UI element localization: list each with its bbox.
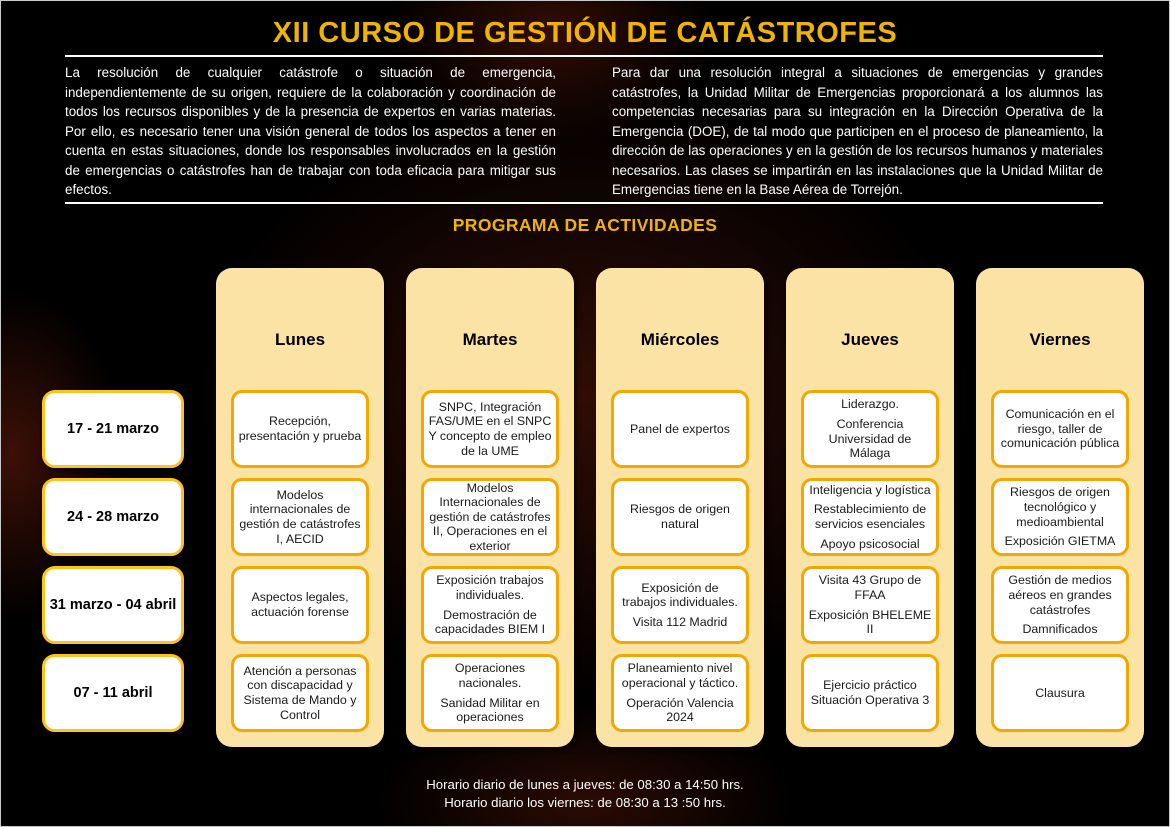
day-column-viernes: [976, 268, 1144, 747]
week-box-2: 24 - 28 marzo: [42, 478, 184, 556]
hours-line-1: Horario diario de lunes a jueves: de 08:30 a 14:50 hrs.: [426, 777, 744, 792]
day-header-lunes: Lunes: [274, 330, 326, 349]
program-heading: PROGRAMA DE ACTIVIDADES: [452, 215, 718, 235]
day-header-martes: Martes: [462, 330, 518, 349]
schedule-cell-lunes-week2: [231, 478, 369, 556]
schedule-cell-jueves-week2: [801, 478, 939, 556]
intro-left-paragraph: La resolución de cualquier catástrofe o situación de emergencia, independientemente de su origen, requiere de la colaboración y coordinación de todos los recursos disponibles y de la presencia de expertos en varias materias. Por ello, es necesario tener una visión general de todos los aspectos a tener en cuenta en estas situaciones, donde los responsables involucrados en la gestión de emergencias o catástrofes han de trabajar con toda eficacia para mitigar sus efectos.: [65, 65, 556, 197]
schedule-cell-viernes-week2: [991, 478, 1129, 556]
day-column-martes: [406, 268, 574, 747]
schedule-cell-miercoles-week4: [611, 654, 749, 732]
schedule-cell-lunes-week1: [231, 390, 369, 468]
day-header-viernes: Viernes: [1029, 330, 1091, 349]
intro-right-paragraph: Para dar una resolución integral a situaciones de emergencias y grandes catástrofes, la Unidad Militar de Emergencias proporcionará a los alumnos las competencias necesarias para su integración en la Dirección Operativa de la Emergencia (DOE), de tal modo que participen en el proceso de planeamiento, la dirección de las operaciones y en la gestión de los recursos humanos y materiales necesarios. Las clases se impartirán en las instalaciones que la Unidad Militar de Emergencias tiene en la Base Aérea de Torrejón.: [612, 65, 1103, 197]
schedule-cell-martes-week3: [421, 566, 559, 644]
cell-text: Operación Valencia 2024: [626, 695, 734, 725]
intro-section: [65, 63, 1103, 200]
cell-text: Exposición trabajos individuales.: [436, 573, 544, 602]
cell-text: Demostración de capacidades BIEM I: [434, 607, 546, 637]
cell-text: Exposición GIETMA: [1004, 534, 1116, 549]
cell-text: Apoyo psicosocial: [820, 536, 920, 551]
week-box-1: 17 - 21 marzo: [42, 390, 184, 468]
schedule-cell-martes-week4: [421, 654, 559, 732]
cell-text: Aspectos legales, actuación forense: [251, 590, 349, 619]
cell-text: Recepción, presentación y prueba: [238, 414, 362, 443]
cell-text: Visita 112 Madrid: [632, 614, 728, 629]
cell-text: Sanidad Militar en operaciones: [440, 695, 540, 725]
schedule-cell-martes-week2: [421, 478, 559, 556]
schedule-cell-miercoles-week3: [611, 566, 749, 644]
schedule-cell-viernes-week1: [991, 390, 1129, 468]
schedule-cell-lunes-week3: [231, 566, 369, 644]
cell-text: Gestión de medios aéreos en grandes catástrofes: [1008, 573, 1112, 617]
schedule-cell-lunes-week4: [231, 654, 369, 732]
cell-text: Restablecimiento de servicios esenciales: [813, 502, 927, 531]
cell-text: Riesgos de origen tecnológico y medioambiental: [1010, 485, 1110, 529]
cell-text: Exposición de trabajos individuales.: [622, 580, 738, 610]
day-column-lunes: [216, 268, 384, 747]
cell-text: Damnificados: [1022, 622, 1098, 637]
schedule-cell-miercoles-week1: [611, 390, 749, 468]
schedule-cell-jueves-week3: [801, 566, 939, 644]
cell-text: Modelos Internacionales de gestión de catástrofes II, Operaciones en el exterior: [429, 480, 551, 553]
cell-text: Visita 43 Grupo de FFAA: [818, 573, 922, 602]
schedule-cell-viernes-week4: [991, 654, 1129, 732]
hours-line-2: Horario diario los viernes: de 08:30 a 13 :50 hrs.: [444, 794, 726, 810]
cell-text: SNPC, Integración FAS/UME en el SNPC Y concepto de empleo de la UME: [428, 399, 552, 458]
day-header-jueves: Jueves: [841, 330, 899, 349]
schedule-cell-jueves-week4: [801, 654, 939, 732]
cell-text: Ejercicio práctico Situación Operativa 3: [810, 678, 930, 707]
cell-text: Panel de expertos: [630, 421, 730, 436]
schedule-cell-viernes-week3: [991, 566, 1129, 644]
day-column-jueves: [786, 268, 954, 747]
schedule-cell-martes-week1: [421, 390, 559, 468]
schedule-cell-miercoles-week2: [611, 478, 749, 556]
cell-text: Modelos internacionales de gestión de catástrofes I, AECID: [239, 487, 361, 546]
cell-text: Exposición BHELEME II: [808, 607, 932, 637]
cell-text: Atención a personas con discapacidad y Sistema de Mando y Control: [243, 663, 357, 722]
intro-divider: [65, 202, 1103, 204]
cell-text: Clausura: [1035, 685, 1085, 700]
week-box-4: 07 - 11 abril: [42, 654, 184, 732]
cell-text: Comunicación en el riesgo, taller de comunicación pública: [1000, 407, 1120, 451]
title-divider: [65, 55, 1103, 57]
week-box-3: 31 marzo - 04 abril: [42, 566, 184, 644]
day-header-miercoles: Miércoles: [640, 330, 720, 349]
cell-text: Riesgos de origen natural: [630, 502, 730, 531]
week-rail: [42, 268, 184, 742]
cell-text: Operaciones nacionales.: [454, 661, 526, 690]
cell-text: Inteligencia y logística: [809, 482, 931, 497]
schedule-cell-jueves-week1: [801, 390, 939, 468]
page-title: XII CURSO DE GESTIÓN DE CATÁSTROFES: [272, 17, 898, 49]
cell-text: Conferencia Universidad de Málaga: [828, 416, 912, 461]
cell-text: Liderazgo.: [841, 397, 899, 412]
cell-text: Planeamiento nivel operacional y táctico.: [621, 661, 739, 690]
day-column-miercoles: [596, 268, 764, 747]
schedule-grid: [42, 268, 1144, 747]
schedule-hours: [0, 776, 1170, 811]
